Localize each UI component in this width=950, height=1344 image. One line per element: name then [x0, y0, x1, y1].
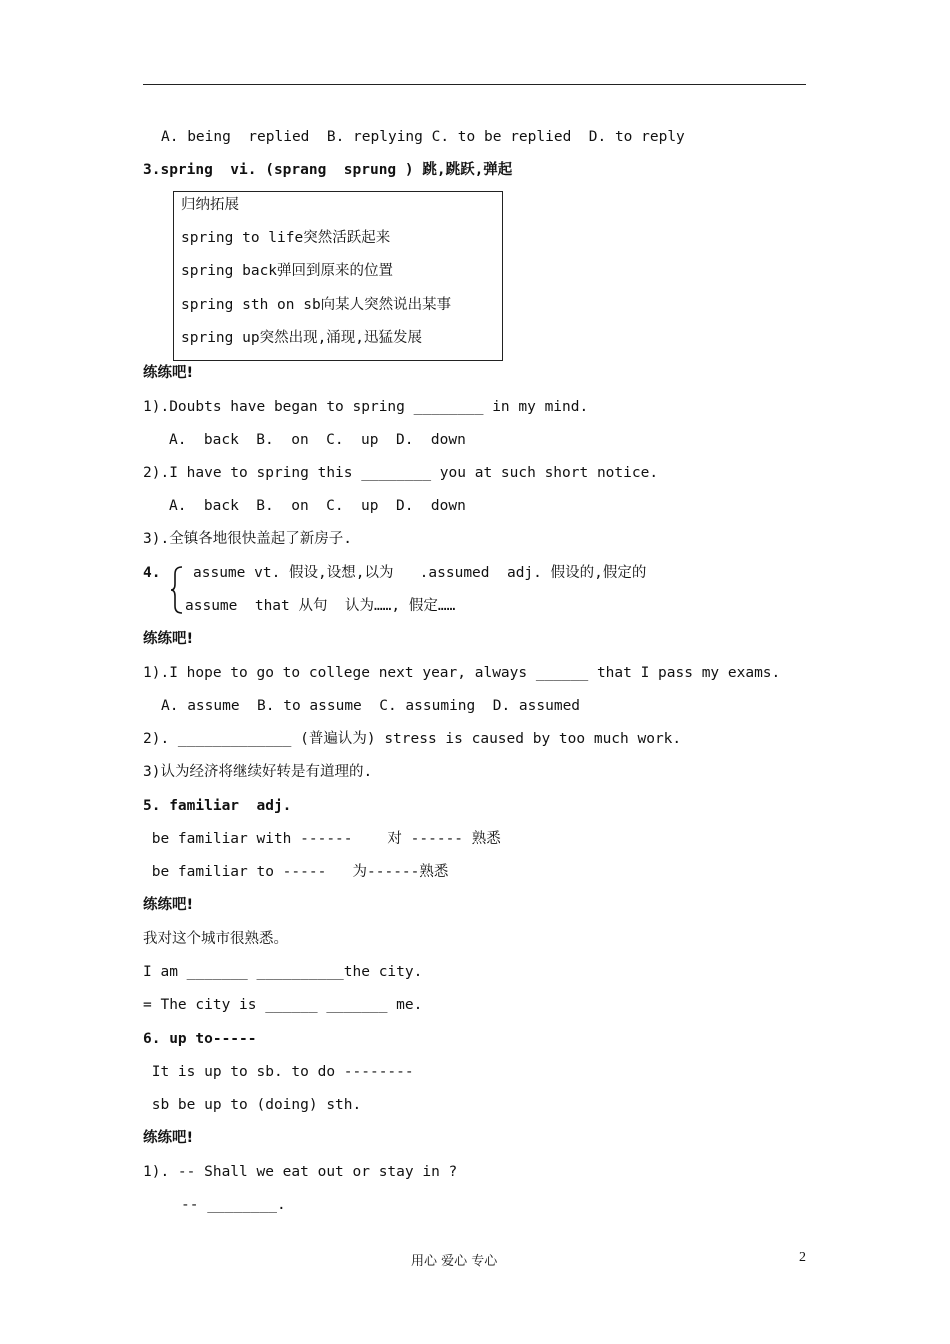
practice-heading: 练练吧!: [143, 1130, 194, 1146]
box-item: spring up突然出现,涌现,迅猛发展: [181, 330, 423, 346]
section-heading-familiar: 5. familiar adj.: [143, 798, 292, 814]
definition: It is up to sb. to do --------: [143, 1064, 414, 1080]
question: = The city is ______ _______ me.: [143, 997, 423, 1013]
box-item: spring sth on sb向某人突然说出某事: [181, 297, 452, 313]
page-number: 2: [799, 1250, 806, 1265]
question: -- ________.: [181, 1197, 286, 1213]
options-line: A. being replied B. replying C. to be replied D. to reply: [161, 129, 685, 145]
section-number: 4.: [143, 565, 161, 581]
box-title: 归纳拓展: [181, 197, 239, 213]
brace-icon: [170, 566, 184, 614]
question-options: A. back B. on C. up D. down: [169, 432, 466, 448]
footer-text: 用心 爱心 专心: [411, 1254, 498, 1269]
header-rule: [143, 84, 806, 85]
definition: be familiar to ----- 为------熟悉: [143, 864, 449, 880]
question: 1). -- Shall we eat out or stay in ?: [143, 1164, 458, 1180]
question: 我对这个城市很熟悉。: [143, 931, 288, 947]
practice-heading: 练练吧!: [143, 897, 194, 913]
question: I am _______ __________the city.: [143, 964, 423, 980]
box-item: spring back弹回到原来的位置: [181, 263, 394, 279]
practice-heading: 练练吧!: [143, 365, 194, 381]
box-item: spring to life突然活跃起来: [181, 230, 391, 246]
question: 1).I hope to go to college next year, always ______ that I pass my exams.: [143, 665, 781, 681]
question: 3)认为经济将继续好转是有道理的.: [143, 764, 373, 780]
definition: assume vt. 假设,设想,以为 .assumed adj. 假设的,假定的: [193, 565, 647, 581]
definition: sb be up to (doing) sth.: [143, 1097, 362, 1113]
question: 2). _____________ (普遍认为) stress is caused by too much work.: [143, 731, 682, 747]
practice-heading: 练练吧!: [143, 631, 194, 647]
question: 1).Doubts have began to spring ________ in my mind.: [143, 399, 589, 415]
section-heading-upto: 6. up to-----: [143, 1031, 257, 1047]
section-heading-spring: 3.spring vi. (sprang sprung ) 跳,跳跃,弹起: [143, 162, 513, 178]
question: 2).I have to spring this ________ you at such short notice.: [143, 465, 659, 481]
definition: assume that 从句 认为……, 假定……: [185, 598, 456, 614]
question-options: A. back B. on C. up D. down: [169, 498, 466, 514]
question-options: A. assume B. to assume C. assuming D. assumed: [161, 698, 581, 714]
question: 3).全镇各地很快盖起了新房子.: [143, 531, 352, 547]
definition: be familiar with ------ 对 ------ 熟悉: [143, 831, 501, 847]
